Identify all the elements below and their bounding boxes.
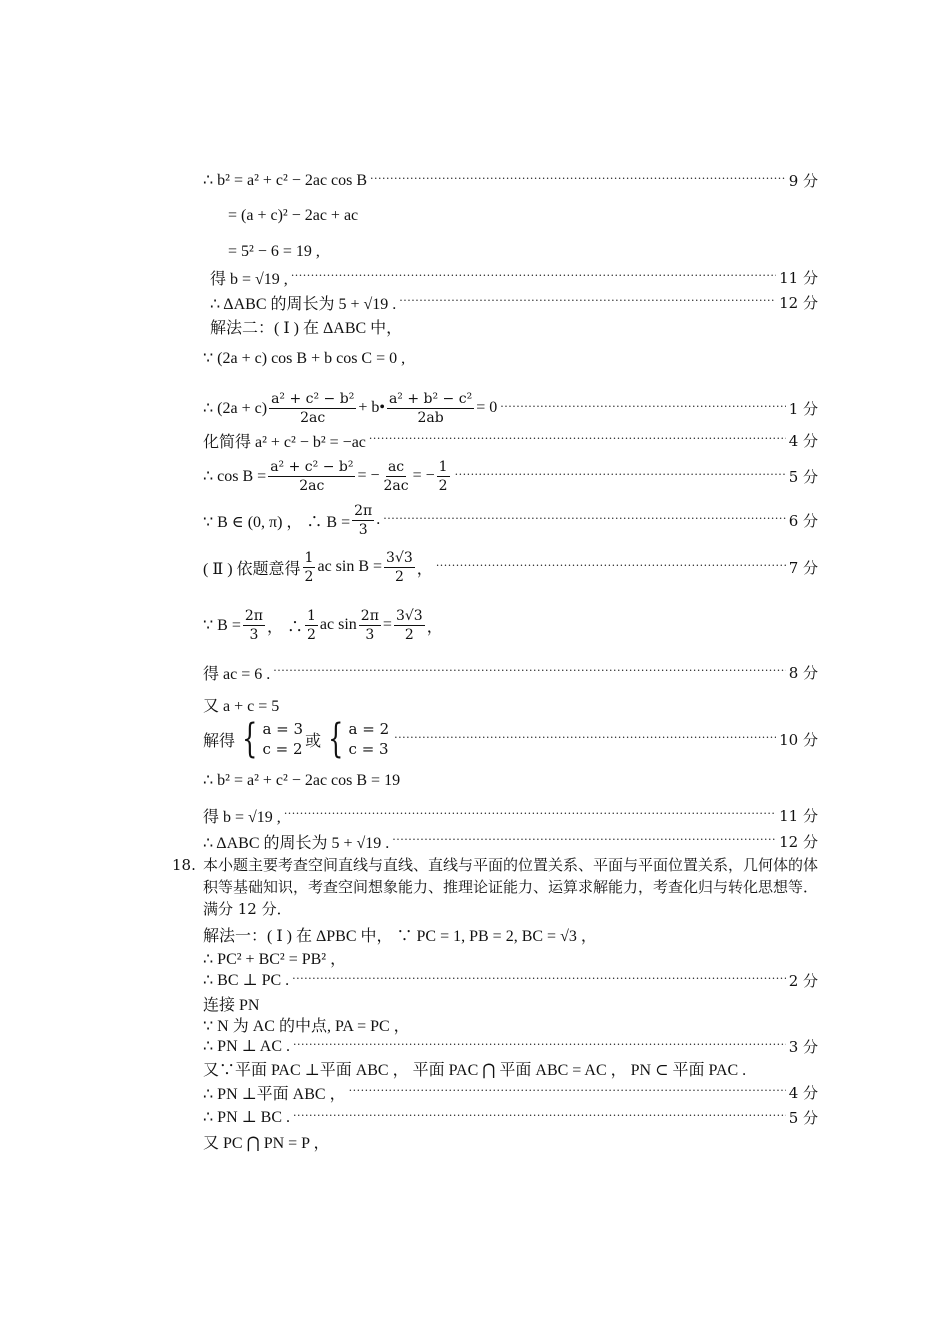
- equation-row: c = 3: [348, 740, 389, 758]
- fraction: [437, 458, 450, 495]
- line-perimeter: [210, 290, 818, 314]
- line-expansion: [228, 204, 843, 228]
- dot-leader: [293, 1105, 786, 1129]
- score-label: 1 分: [788, 399, 818, 418]
- line-part-two-area: [203, 546, 818, 588]
- dot-leader: [284, 803, 776, 827]
- score-label: 12 分: [779, 293, 818, 312]
- q18-step: [203, 1105, 818, 1129]
- dot-leader: [369, 428, 786, 452]
- score-label: 4 分: [788, 431, 818, 450]
- fraction-denominator: 2: [394, 568, 404, 585]
- score-label: 8 分: [788, 663, 818, 682]
- dot-leader: [383, 508, 785, 532]
- dot-leader: [399, 290, 776, 314]
- fraction-numerator: ac: [387, 458, 405, 475]
- fraction-numerator: 1: [304, 549, 314, 566]
- math-expression: 又 a + c = 5: [203, 697, 280, 715]
- line-sum: [203, 692, 818, 716]
- line-b-squared: [203, 768, 818, 792]
- equation-row: a = 3: [262, 720, 304, 738]
- equation-row: a = 2: [348, 720, 390, 738]
- math-expression: 连接 PN: [203, 996, 260, 1014]
- math-expression: ∴ ΔABC 的周长为 5 + √19 .: [210, 295, 397, 313]
- math-suffix: ，: [416, 560, 433, 578]
- math-expression: 解法一：( Ⅰ ) 在 ΔPBC 中， ∵ PC = 1, PB = 2, BC = √3 ，: [203, 927, 597, 945]
- line-law-of-cosines: [203, 168, 818, 192]
- q18-step: [203, 968, 818, 992]
- math-expression: 得 b = √19 ,: [210, 270, 288, 288]
- q18-step: [203, 1012, 818, 1036]
- math-expression: = 5² − 6 = 19 ,: [228, 243, 320, 260]
- fraction: [359, 607, 381, 644]
- math-expression: 又 PC ⋂ PN = P ，: [203, 1134, 330, 1152]
- fraction-denominator: 2ac: [299, 477, 325, 494]
- q18-step: [203, 1034, 818, 1058]
- question-number: 18.: [172, 856, 196, 874]
- score-label: 11 分: [779, 806, 818, 825]
- fraction: [305, 607, 318, 644]
- math-prefix: ∴ cos B =: [203, 468, 267, 485]
- fraction-denominator: 3: [365, 626, 375, 643]
- line-b-value: [210, 265, 818, 289]
- score-label: 5 分: [788, 1108, 818, 1127]
- math-prefix: ∵ B =: [203, 617, 241, 634]
- question-intro: 本小题主要考查空间直线与直线、直线与平面的位置关系、平面与平面位置关系，几何体的体积等基础知识，考查空间想象能力、推理论证能力、运算求解能力，考查化归与转化思想等．满分 12 分．: [203, 856, 819, 918]
- score-label: 3 分: [788, 1037, 818, 1056]
- equation-system: [237, 716, 304, 762]
- math-expression: ∴ PN ⊥平面 ABC ，: [203, 1085, 346, 1103]
- line-B-value: [203, 500, 818, 540]
- fraction-numerator: 1: [438, 458, 448, 475]
- dot-leader: [455, 464, 786, 488]
- math-suffix: = 0: [476, 399, 498, 416]
- dot-leader: [394, 727, 776, 751]
- math-operator: 或: [305, 732, 322, 750]
- score-label: 11 分: [779, 268, 818, 287]
- fraction-numerator: a² + c² − b²: [271, 390, 355, 407]
- q18-step: [203, 1056, 818, 1080]
- q18-step: [203, 1080, 818, 1104]
- math-expression: ∴ b² = a² + c² − 2ac cos B: [203, 172, 368, 189]
- line-simplify: [203, 428, 818, 452]
- score-label: 7 分: [788, 558, 818, 577]
- fraction: [243, 607, 265, 644]
- dot-leader: [291, 265, 776, 289]
- line-method-two: [210, 314, 818, 338]
- math-expression: ∴ ΔABC 的周长为 5 + √19 .: [203, 834, 390, 852]
- math-expression: 得 ac = 6 .: [203, 665, 271, 683]
- math-expression: ∵ N 为 AC 的中点, PA = PC ，: [203, 1017, 410, 1035]
- line-area-substitution: [203, 604, 818, 646]
- math-expression: ∵ (2a + c) cos B + b cos C = 0 ,: [203, 350, 406, 367]
- fraction-numerator: 2π: [244, 607, 263, 624]
- equation-row: c = 2: [262, 740, 303, 758]
- fraction: [394, 607, 425, 644]
- score-label: 12 分: [779, 832, 818, 851]
- fraction-denominator: 3: [358, 521, 368, 538]
- dot-leader: [370, 168, 786, 192]
- dot-leader: [273, 660, 785, 684]
- fraction-numerator: 3√3: [395, 607, 423, 624]
- math-operator: ， ∴: [266, 618, 303, 636]
- line-ac-value: [203, 660, 818, 684]
- math-suffix: .: [376, 511, 381, 528]
- fraction: [269, 390, 356, 427]
- math-expression: 解法二：( Ⅰ ) 在 ΔABC 中，: [210, 319, 403, 337]
- math-operator: = −: [357, 467, 380, 484]
- math-prefix: ( Ⅱ ) 依题意得: [203, 560, 301, 578]
- fraction-denominator: 3: [249, 626, 259, 643]
- math-operator: = −: [412, 467, 435, 484]
- fraction-numerator: 1: [307, 607, 316, 624]
- fraction-denominator: 2: [304, 568, 314, 585]
- fraction: [382, 458, 411, 495]
- fraction-denominator: 2ac: [383, 477, 409, 494]
- fraction: [352, 502, 374, 539]
- math-operator: =: [382, 616, 392, 633]
- math-operator: ac sin: [319, 616, 357, 633]
- math-suffix: ，: [426, 618, 443, 636]
- fraction-denominator: 2ac: [300, 409, 326, 426]
- equation-system: [323, 716, 390, 762]
- line-given: [203, 346, 818, 370]
- fraction-denominator: 2: [307, 626, 316, 643]
- dot-leader: [500, 396, 785, 420]
- line-solve-system: [203, 716, 818, 762]
- brace-icon: {: [328, 716, 344, 762]
- math-prefix: ∴ (2a + c): [203, 400, 268, 417]
- math-expression: = (a + c)² − 2ac + ac: [228, 207, 359, 224]
- math-operator: ac sin B =: [317, 558, 383, 575]
- math-expression: ∴ PC² + BC² = PB² ，: [203, 950, 347, 968]
- q18-step: [203, 922, 818, 946]
- math-expression: ∴ PN ⊥ AC .: [203, 1038, 291, 1055]
- math-expression: 化简得 a² + c² − b² = −ac: [203, 433, 366, 451]
- fraction-denominator: 2: [438, 477, 448, 494]
- score-label: 4 分: [788, 1083, 818, 1102]
- math-operator: + b•: [358, 399, 385, 416]
- line-b-value-2: [203, 803, 818, 827]
- dot-leader: [349, 1080, 786, 1104]
- dot-leader: [392, 829, 776, 853]
- fraction-numerator: 2π: [354, 502, 373, 519]
- score-label: 6 分: [788, 511, 818, 530]
- line-evaluation: [228, 240, 843, 264]
- math-expression: 又∵平面 PAC ⊥平面 ABC ， 平面 PAC ⋂ 平面 ABC = AC ， PN ⊂ 平面 PAC .: [203, 1061, 747, 1079]
- fraction: [303, 549, 316, 586]
- fraction: [387, 390, 474, 427]
- fraction: [384, 549, 415, 586]
- math-prefix: 解得: [203, 732, 236, 750]
- fraction-numerator: a² + b² − c²: [388, 390, 473, 407]
- math-expression: 得 b = √19 ,: [203, 808, 281, 826]
- q18-step: [203, 1129, 818, 1153]
- score-label: 10 分: [779, 730, 818, 749]
- fraction-numerator: 2π: [360, 607, 379, 624]
- fraction-denominator: 2ab: [417, 409, 444, 426]
- brace-icon: {: [242, 716, 258, 762]
- fraction-denominator: 2: [404, 626, 414, 643]
- math-expression: ∴ BC ⊥ PC .: [203, 972, 290, 989]
- fraction-numerator: a² + c² − b²: [270, 458, 354, 475]
- line-perimeter-2: [203, 829, 818, 853]
- line-substitution: [203, 388, 818, 428]
- dot-leader: [436, 555, 786, 579]
- fraction: [268, 458, 355, 495]
- score-label: 5 分: [788, 467, 818, 486]
- math-prefix: ∵ B ∈ (0, π) ， ∴ B =: [203, 513, 351, 531]
- line-cosB: [203, 456, 818, 496]
- dot-leader: [292, 968, 786, 992]
- q18-step: [203, 945, 818, 969]
- math-expression: ∴ b² = a² + c² − 2ac cos B = 19: [203, 772, 401, 789]
- dot-leader: [293, 1034, 786, 1058]
- fraction-numerator: 3√3: [386, 549, 413, 566]
- score-label: 9 分: [788, 171, 818, 190]
- math-expression: ∴ PN ⊥ BC .: [203, 1109, 291, 1126]
- score-label: 2 分: [788, 971, 818, 990]
